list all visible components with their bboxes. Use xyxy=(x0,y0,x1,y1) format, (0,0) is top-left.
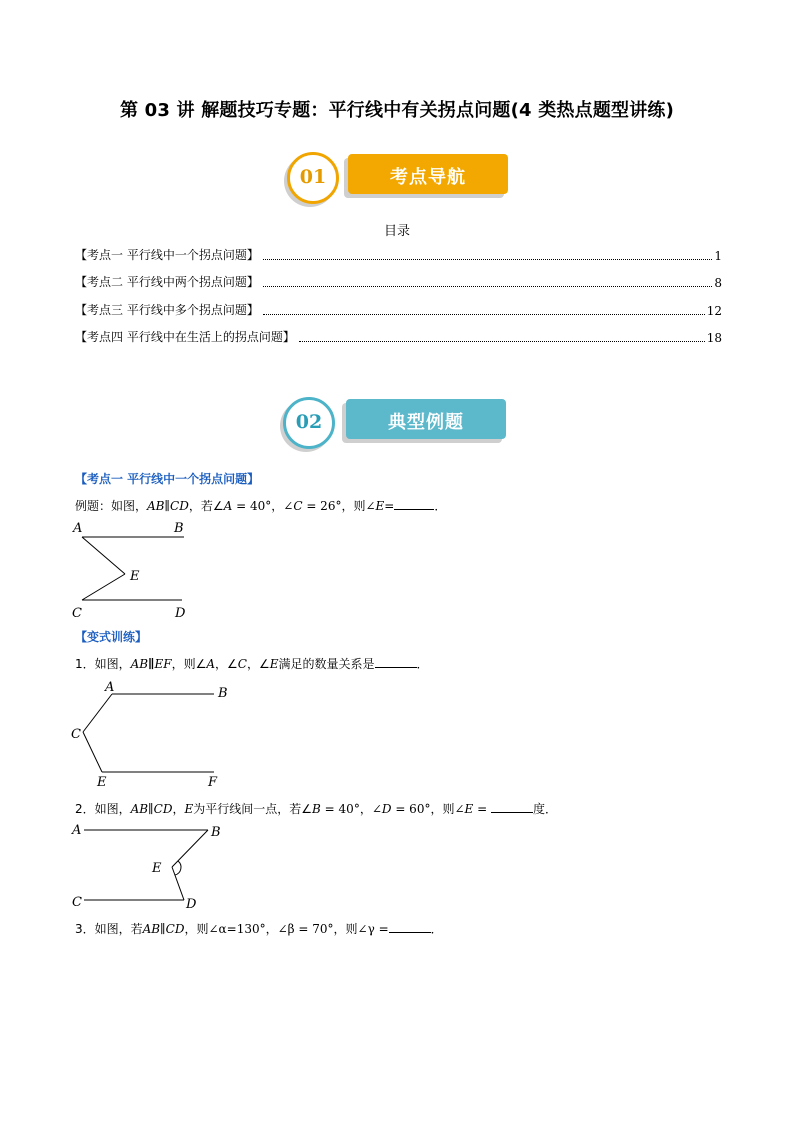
banner-label: 典型例题 xyxy=(388,412,464,433)
line-ec xyxy=(82,574,125,600)
label-e: E xyxy=(97,775,107,790)
toc-item[interactable] xyxy=(75,302,722,318)
line-ac xyxy=(83,694,112,732)
toc-item-label: 【考点一 平行线中一个拐点问题】 xyxy=(75,248,259,262)
toc-item-page: 18 xyxy=(706,331,722,345)
label-c: C xyxy=(72,895,82,910)
line-ae xyxy=(82,537,125,574)
toc-item[interactable] xyxy=(75,247,722,263)
label-a: A xyxy=(72,823,82,838)
label-b: B xyxy=(211,825,221,840)
toc-item-page: 1 xyxy=(714,249,722,263)
banner-number: 01 xyxy=(299,166,327,188)
label-a: A xyxy=(73,521,83,536)
label-e: E xyxy=(152,861,162,876)
toc-title: 目录 xyxy=(383,224,410,239)
line-ed xyxy=(172,867,184,900)
example-question: 例题：如图，AB∥CD，若∠A = 40°，∠C = 26°，则∠E= ． xyxy=(75,499,447,513)
label-e: E xyxy=(130,569,140,584)
question-1-figure xyxy=(66,678,236,792)
banner-navigation xyxy=(0,150,794,210)
banner-label-bar xyxy=(346,399,506,439)
label-a: A xyxy=(105,680,115,695)
line-ce xyxy=(83,732,102,772)
banner-examples xyxy=(0,395,794,455)
toc-item-label: 【考点二 平行线中两个拐点问题】 xyxy=(75,275,259,289)
answer-blank[interactable] xyxy=(491,800,533,813)
example-figure xyxy=(68,518,198,622)
label-d: D xyxy=(186,897,197,912)
page-title: 第 03 讲 解题技巧专题：平行线中有关拐点问题(4 类热点题型讲练) xyxy=(119,100,675,121)
banner-number-badge xyxy=(287,152,339,204)
toc-leader-dots xyxy=(299,341,705,342)
answer-blank[interactable] xyxy=(394,497,434,510)
label-f: F xyxy=(208,775,218,790)
question-3: 3．如图，若AB∥CD，则∠α=130°，∠β = 70°，则∠γ = ． xyxy=(75,922,443,936)
question-2: 2．如图，AB∥CD，E为平行线间一点，若∠B = 40°，∠D = 60°，则∠E = 度． xyxy=(75,802,557,816)
label-b: B xyxy=(174,521,184,536)
banner-label: 考点导航 xyxy=(390,167,466,188)
question-2-figure xyxy=(66,820,236,912)
answer-blank[interactable] xyxy=(375,655,417,668)
variation-heading: 【变式训练】 xyxy=(75,630,148,644)
toc-item[interactable] xyxy=(75,274,722,290)
toc-item-page: 8 xyxy=(714,276,722,290)
toc-item-label: 【考点四 平行线中在生活上的拐点问题】 xyxy=(75,330,295,344)
toc-leader-dots xyxy=(263,286,713,287)
label-b: B xyxy=(218,686,228,701)
toc-item[interactable] xyxy=(75,329,722,345)
line-be xyxy=(172,830,208,867)
banner-number-badge xyxy=(283,397,335,449)
banner-label-bar xyxy=(348,154,508,194)
label-d: D xyxy=(175,606,186,621)
banner-number: 02 xyxy=(295,411,323,433)
answer-blank[interactable] xyxy=(389,920,431,933)
label-c: C xyxy=(71,727,81,742)
toc-item-page: 12 xyxy=(706,304,722,318)
toc-item-label: 【考点三 平行线中多个拐点问题】 xyxy=(75,303,259,317)
toc-leader-dots xyxy=(263,259,713,260)
section-heading: 【考点一 平行线中一个拐点问题】 xyxy=(75,472,260,486)
toc-leader-dots xyxy=(263,314,705,315)
label-c: C xyxy=(72,606,82,621)
question-1: 1．如图，AB∥EF，则∠A，∠C，∠E满足的数量关系是 ． xyxy=(75,657,429,671)
